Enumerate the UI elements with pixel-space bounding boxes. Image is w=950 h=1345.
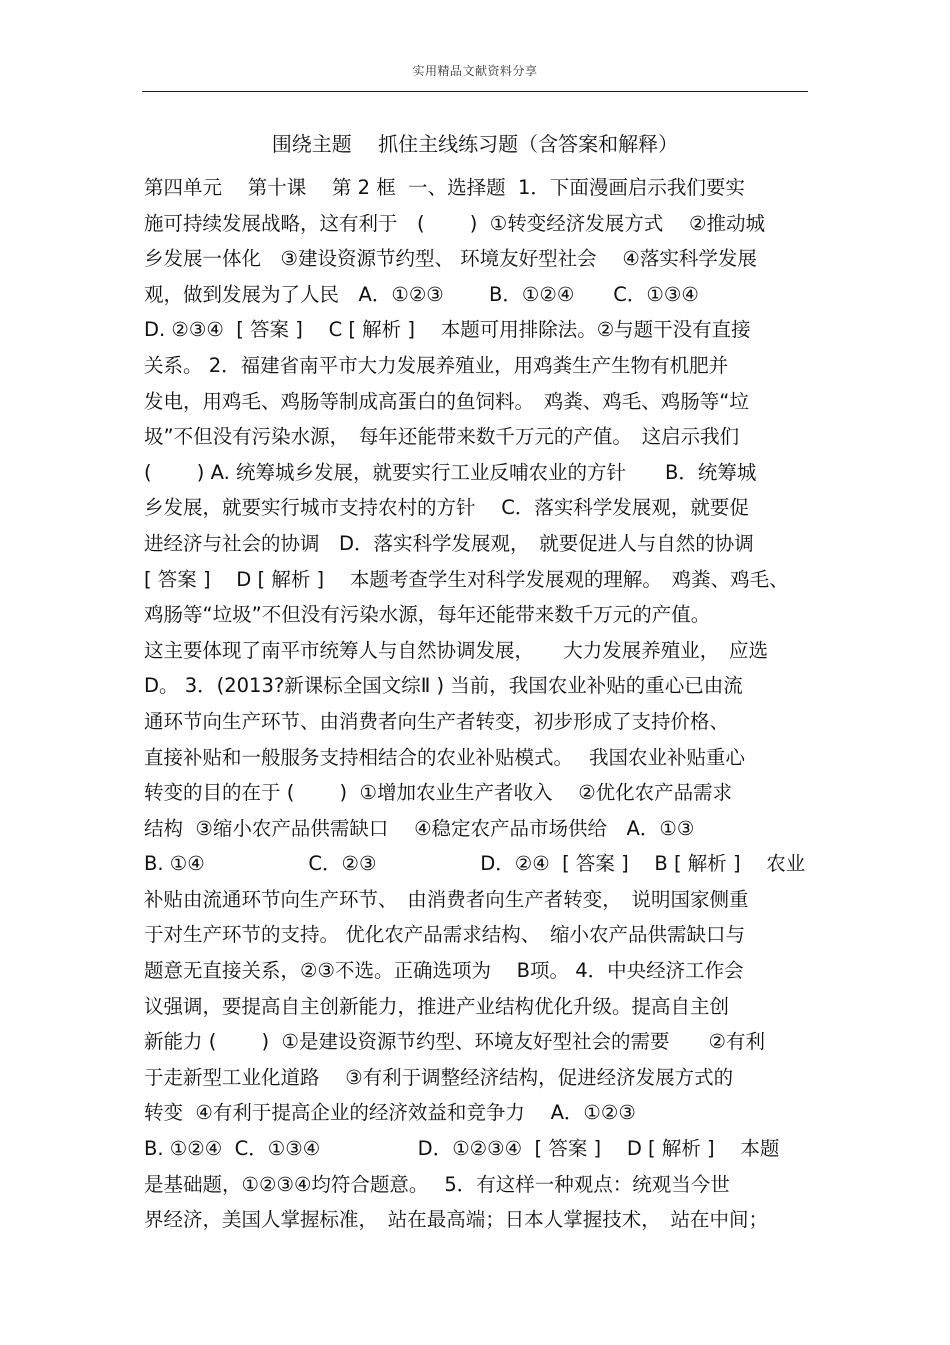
- body-line: 界经济，美国人掌握标准， 站在最高端；日本人掌握技术， 站在中间；: [144, 1208, 769, 1232]
- body-line: ( ) A. 统筹城乡发展，就要实行工业反哺农业的方针 B．统筹城: [144, 460, 757, 484]
- body-line: D. ②③④ [ 答案 ] C [ 解析 ] 本题可用排除法。②与题干没有直接: [144, 318, 751, 342]
- body-line: 是基础题，①②③④均符合题意。 5．有这样一种观点：统观当今世: [144, 1172, 730, 1196]
- header-divider: [142, 91, 808, 92]
- document-title: 围绕主题 抓住主线练习题（含答案和解释）: [271, 132, 679, 156]
- body-line: 补贴由流通环节向生产环节、 由消费者向生产者转变， 说明国家侧重: [144, 887, 749, 911]
- body-line: 观，做到发展为了人民 A．①②③ B．①②④ C．①③④: [144, 282, 699, 306]
- body-line: 转变 ④有利于提高企业的经济效益和竞争力 A．①②③: [144, 1101, 636, 1125]
- body-line: 鸡肠等“垃圾”不但没有污染水源，每年还能带来数千万元的产值。: [144, 603, 711, 627]
- body-line: 转变的目的在于 ( ) ①增加农业生产者收入 ②优化农产品需求: [144, 781, 733, 805]
- body-line: 圾”不但没有污染水源， 每年还能带来数千万元的产值。 这启示我们: [144, 425, 740, 449]
- body-line: B. ①②④ C．①③④ D．①②③④ [ 答案 ] D [ 解析 ] 本题: [144, 1137, 780, 1161]
- body-line: 结构 ③缩小农产品供需缺口 ④稳定农产品市场供给 A．①③: [144, 816, 695, 840]
- body-line: 发电，用鸡毛、鸡肠等制成高蛋白的鱼饲料。 鸡粪、鸡毛、鸡肠等“垃: [144, 389, 749, 413]
- document-body: [144, 170, 812, 1238]
- body-line: 第四单元 第十课 第 2 框 一、选择题 1．下面漫画启示我们要实: [144, 176, 745, 199]
- body-line: 乡发展一体化 ③建设资源节约型、 环境友好型社会 ④落实科学发展: [144, 247, 757, 271]
- body-line: 关系。 2．福建省南平市大力发展养殖业，用鸡粪生产生物有机肥并: [144, 353, 729, 377]
- body-line: 新能力 ( ) ①是建设资源节约型、环境友好型社会的需要 ②有利: [144, 1030, 765, 1054]
- body-line: B. ①④ C．②③ D．②④ [ 答案 ] B [ 解析 ] 农业: [144, 852, 806, 876]
- body-line: 通环节向生产环节、由消费者向生产者转变，初步形成了支持价格、: [144, 709, 730, 733]
- body-line: 议强调，要提高自主创新能力，推进产业结构优化升级。提高自主创: [144, 994, 730, 1018]
- body-line: D。 3．(2013?新课标全国文综Ⅱ ) 当前，我国农业补贴的重心已由流: [144, 674, 743, 698]
- page-header-caption: 实用精品文献资料分享: [412, 64, 538, 78]
- body-line: [ 答案 ] D [ 解析 ] 本题考查学生对科学发展观的理解。 鸡粪、鸡毛、: [144, 567, 789, 591]
- body-line: 于对生产环节的支持。 优化农产品需求结构、 缩小农产品供需缺口与: [144, 923, 745, 947]
- body-line: 直接补贴和一般服务支持相结合的农业补贴模式。 我国农业补贴重心: [144, 745, 745, 769]
- body-line: 施可持续发展战略，这有利于 ( ) ①转变经济发展方式 ②推动城: [144, 211, 765, 235]
- body-line: 乡发展，就要实行城市支持农村的方针 C．落实科学发展观，就要促: [144, 496, 749, 520]
- body-line: 于走新型工业化道路 ③有利于调整经济结构，促进经济发展方式的: [144, 1065, 734, 1089]
- body-line: 题意无直接关系，②③不选。正确选项为 B项。 4．中央经济工作会: [144, 959, 744, 983]
- body-line: 进经济与社会的协调 D．落实科学发展观， 就要促进人与自然的协调: [144, 531, 754, 555]
- body-line: 这主要体现了南平市统筹人与自然协调发展， 大力发展养殖业， 应选: [144, 638, 769, 662]
